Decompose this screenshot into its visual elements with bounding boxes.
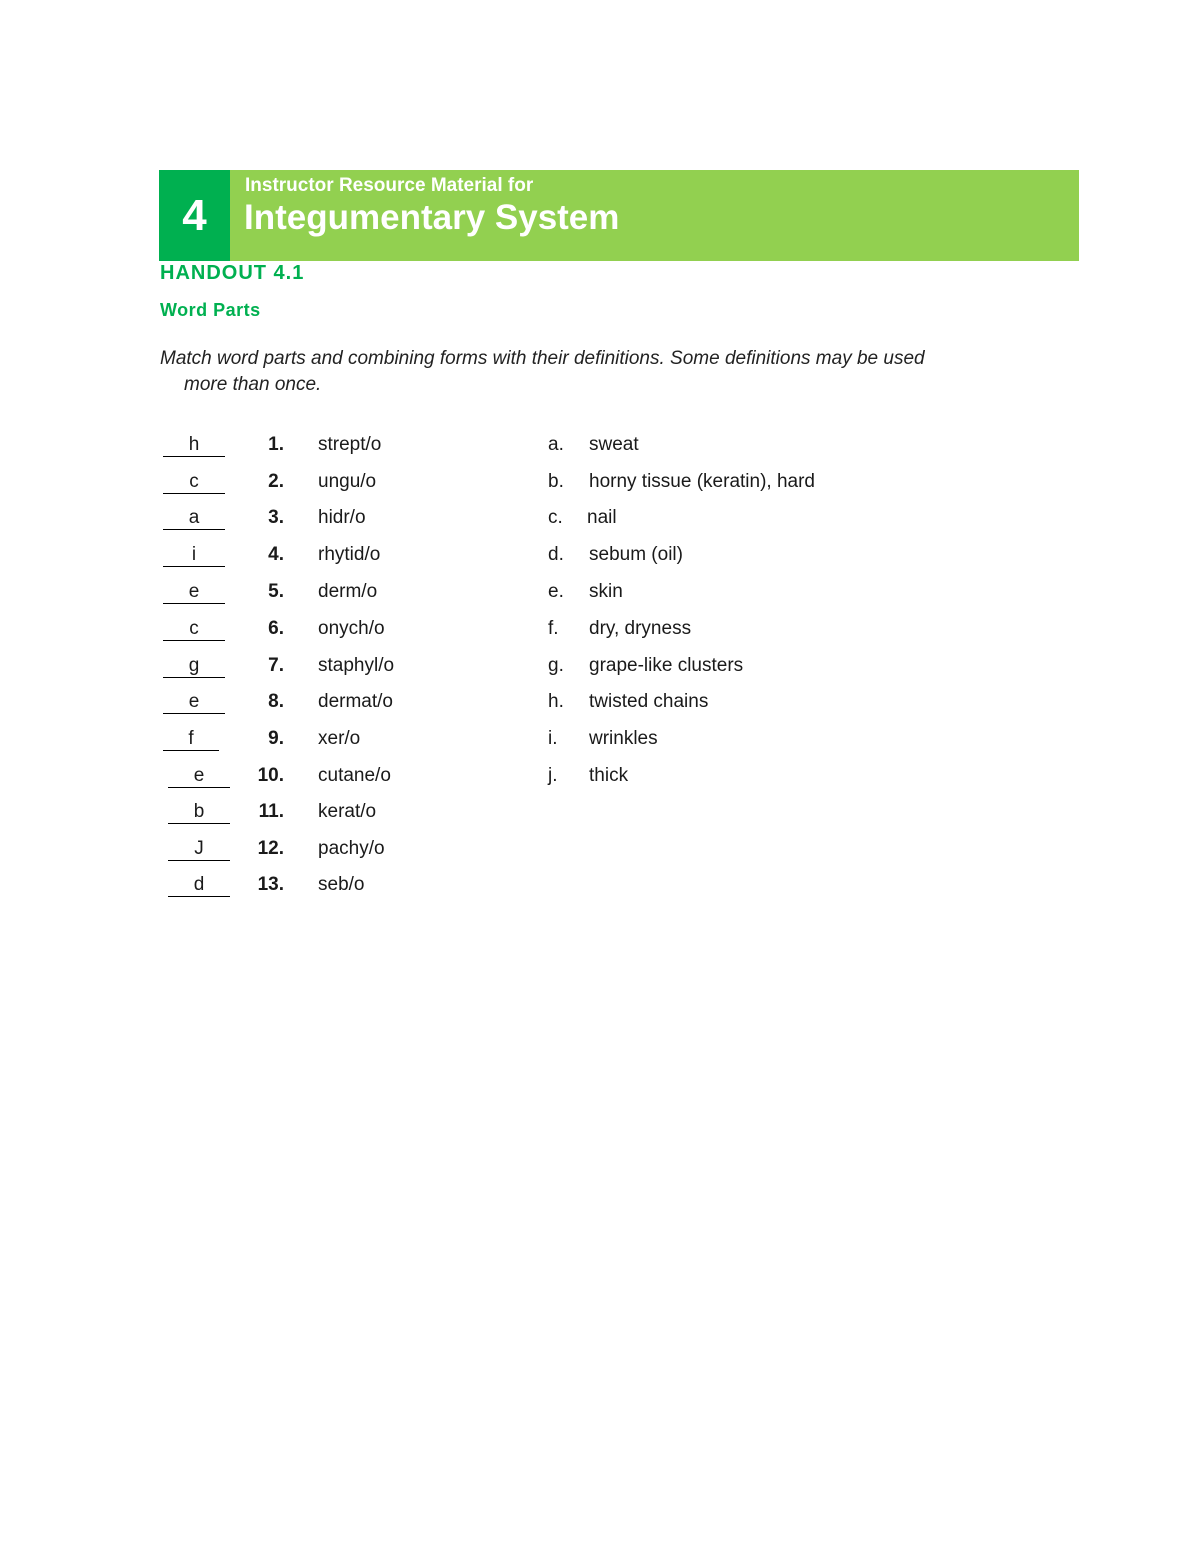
definition-letter: j. [548,765,558,786]
definition-letter: e. [548,581,564,602]
definition-text: dry, dryness [589,618,692,639]
answer-blank[interactable]: g [163,655,225,678]
question-number: 1. [268,434,284,455]
definition-row [0,728,900,758]
definition-letter: c. [548,507,563,528]
word-part: derm/o [318,581,378,602]
question-number: 4. [268,544,284,565]
definition-text: twisted chains [589,691,709,712]
definition-text: wrinkles [589,728,658,749]
word-part: cutane/o [318,765,391,786]
question-number: 2. [268,471,284,492]
question-number: 5. [268,581,284,602]
definition-text: skin [589,581,623,602]
instructions-line-1: Match word parts and combining forms with their definitions. Some definitions may be used [160,348,925,369]
word-part: hidr/o [318,507,366,528]
definition-row [0,655,900,685]
definition-letter: g. [548,655,564,676]
definition-letter: f. [548,618,559,639]
answer-blank[interactable]: c [163,618,225,641]
question-row [0,874,520,904]
word-part: onych/o [318,618,385,639]
definition-row [0,691,900,721]
instructions-line-2: more than once. [184,374,322,395]
page-title: Integumentary System [244,198,620,237]
answer-blank[interactable]: J [168,838,230,861]
definition-text: sebum (oil) [589,544,683,565]
word-part: ungu/o [318,471,377,492]
chapter-number-box [159,170,230,261]
definition-row [0,618,900,648]
question-number: 11. [258,801,284,822]
definition-text: thick [589,765,629,786]
answer-blank[interactable]: c [163,471,225,494]
definition-row [0,471,900,501]
answer-blank[interactable]: a [163,507,225,530]
question-number: 12. [257,838,284,859]
definition-letter: i. [548,728,558,749]
instructions [160,346,1040,398]
answer-blank[interactable]: e [168,765,230,788]
chapter-number: 4 [182,190,207,240]
definition-text: horny tissue (keratin), hard [589,471,815,492]
handout-label: HANDOUT 4.1 [160,262,305,284]
word-part: xer/o [318,728,361,749]
word-part: seb/o [318,874,365,895]
definition-row [0,434,900,464]
question-number: 8. [268,691,284,712]
question-number: 3. [268,507,284,528]
definition-row [0,581,900,611]
word-part: rhytid/o [318,544,381,565]
answer-blank[interactable]: h [163,434,225,457]
word-part: pachy/o [318,838,385,859]
definition-letter: d. [548,544,564,565]
question-row [0,838,520,868]
definition-letter: a. [548,434,564,455]
definition-text: grape-like clusters [589,655,744,676]
header-kicker: Instructor Resource Material for [245,175,534,196]
question-number: 6. [268,618,284,639]
question-row [0,801,520,831]
chapter-header-band [159,170,1079,261]
answer-blank[interactable]: e [163,581,225,604]
answer-blank[interactable]: d [168,874,230,897]
word-part: dermat/o [318,691,393,712]
question-number: 7. [268,655,284,676]
answer-blank[interactable]: e [163,691,225,714]
definition-letter: b. [548,471,564,492]
word-part: strept/o [318,434,382,455]
answer-blank[interactable]: b [168,801,230,824]
answer-blank[interactable]: i [163,544,225,567]
definition-row [0,507,900,537]
question-number: 13. [257,874,284,895]
definition-row [0,544,900,574]
definition-letter: h. [548,691,564,712]
answer-blank[interactable]: f [163,728,219,751]
definition-text: sweat [589,434,639,455]
question-number: 9. [268,728,284,749]
definition-row [0,765,900,795]
definition-text: nail [587,507,617,528]
word-part: staphyl/o [318,655,395,676]
word-part: kerat/o [318,801,377,822]
question-number: 10. [257,765,284,786]
section-title: Word Parts [160,300,261,320]
